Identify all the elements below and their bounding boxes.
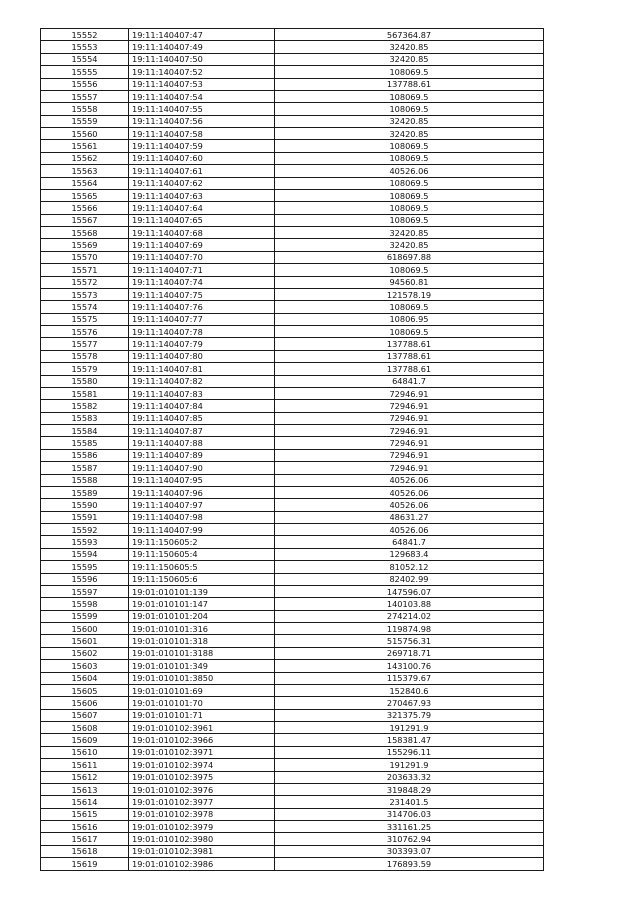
row-number-cell: 15574: [41, 301, 129, 313]
value-cell: 32420.85: [275, 53, 544, 65]
cadastral-number-cell: 19:11:140407:84: [129, 400, 275, 412]
cadastral-number-cell: 19:11:140407:64: [129, 202, 275, 214]
value-cell: 72946.91: [275, 462, 544, 474]
row-number-cell: 15570: [41, 251, 129, 263]
table-row: [41, 78, 544, 90]
table-row: [41, 412, 544, 424]
table-row: [41, 437, 544, 449]
table-row: [41, 697, 544, 709]
table-row: [41, 585, 544, 597]
cadastral-number-cell: 19:11:140407:58: [129, 128, 275, 140]
row-number-cell: 15595: [41, 561, 129, 573]
table-row: [41, 363, 544, 375]
value-cell: 64841.7: [275, 536, 544, 548]
row-number-cell: 15563: [41, 165, 129, 177]
row-number-cell: 15590: [41, 499, 129, 511]
row-number-cell: 15604: [41, 672, 129, 684]
row-number-cell: 15578: [41, 350, 129, 362]
cadastral-number-cell: 19:11:140407:53: [129, 78, 275, 90]
cadastral-number-cell: 19:11:140407:77: [129, 313, 275, 325]
table-row: [41, 165, 544, 177]
cadastral-number-cell: 19:11:140407:62: [129, 177, 275, 189]
cadastral-number-cell: 19:11:140407:49: [129, 41, 275, 53]
cadastral-number-cell: 19:01:010102:3966: [129, 734, 275, 746]
value-cell: 72946.91: [275, 449, 544, 461]
table-row: [41, 722, 544, 734]
cadastral-number-cell: 19:11:140407:60: [129, 152, 275, 164]
value-cell: 310762.94: [275, 833, 544, 845]
cadastral-number-cell: 19:11:140407:54: [129, 90, 275, 102]
table-row: [41, 858, 544, 870]
table-row: [41, 486, 544, 498]
row-number-cell: 15554: [41, 53, 129, 65]
table-row: [41, 499, 544, 511]
cadastral-number-cell: 19:11:140407:80: [129, 350, 275, 362]
cadastral-number-cell: 19:11:140407:69: [129, 239, 275, 251]
cadastral-number-cell: 19:11:140407:95: [129, 474, 275, 486]
cadastral-number-cell: 19:01:010101:349: [129, 660, 275, 672]
cadastral-number-cell: 19:11:140407:68: [129, 227, 275, 239]
row-number-cell: 15615: [41, 808, 129, 820]
row-number-cell: 15569: [41, 239, 129, 251]
table-row: [41, 115, 544, 127]
table-row: [41, 41, 544, 53]
row-number-cell: 15607: [41, 709, 129, 721]
cadastral-number-cell: 19:01:010102:3978: [129, 808, 275, 820]
row-number-cell: 15587: [41, 462, 129, 474]
cadastral-number-cell: 19:01:010101:318: [129, 635, 275, 647]
cadastral-number-cell: 19:11:140407:85: [129, 412, 275, 424]
cadastral-number-cell: 19:11:140407:89: [129, 449, 275, 461]
row-number-cell: 15619: [41, 858, 129, 870]
row-number-cell: 15603: [41, 660, 129, 672]
row-number-cell: 15552: [41, 29, 129, 41]
table-row: [41, 709, 544, 721]
value-cell: 40526.06: [275, 486, 544, 498]
table-row: [41, 177, 544, 189]
value-cell: 32420.85: [275, 128, 544, 140]
cadastral-number-cell: 19:11:140407:78: [129, 326, 275, 338]
table-row: [41, 845, 544, 857]
table-row: [41, 53, 544, 65]
cadastral-number-cell: 19:11:140407:59: [129, 140, 275, 152]
table-row: [41, 301, 544, 313]
value-cell: 108069.5: [275, 140, 544, 152]
row-number-cell: 15558: [41, 103, 129, 115]
records-table: [40, 28, 544, 871]
table-row: [41, 796, 544, 808]
table-row: [41, 759, 544, 771]
row-number-cell: 15597: [41, 585, 129, 597]
value-cell: 40526.06: [275, 474, 544, 486]
cadastral-number-cell: 19:01:010102:3977: [129, 796, 275, 808]
table-row: [41, 821, 544, 833]
table-row: [41, 746, 544, 758]
table-row: [41, 734, 544, 746]
cadastral-number-cell: 19:11:140407:90: [129, 462, 275, 474]
table-row: [41, 771, 544, 783]
value-cell: 40526.06: [275, 499, 544, 511]
row-number-cell: 15572: [41, 276, 129, 288]
row-number-cell: 15613: [41, 783, 129, 795]
cadastral-number-cell: 19:01:010102:3980: [129, 833, 275, 845]
row-number-cell: 15610: [41, 746, 129, 758]
cadastral-number-cell: 19:11:140407:75: [129, 288, 275, 300]
row-number-cell: 15555: [41, 66, 129, 78]
row-number-cell: 15557: [41, 90, 129, 102]
value-cell: 203633.32: [275, 771, 544, 783]
row-number-cell: 15561: [41, 140, 129, 152]
row-number-cell: 15581: [41, 387, 129, 399]
table-row: [41, 251, 544, 263]
value-cell: 567364.87: [275, 29, 544, 41]
cadastral-number-cell: 19:01:010102:3974: [129, 759, 275, 771]
table-row: [41, 214, 544, 226]
value-cell: 108069.5: [275, 202, 544, 214]
table-row: [41, 288, 544, 300]
table-row: [41, 350, 544, 362]
cadastral-number-cell: 19:01:010101:70: [129, 697, 275, 709]
value-cell: 270467.93: [275, 697, 544, 709]
table-row: [41, 128, 544, 140]
value-cell: 137788.61: [275, 363, 544, 375]
value-cell: 137788.61: [275, 350, 544, 362]
value-cell: 81052.12: [275, 561, 544, 573]
row-number-cell: 15602: [41, 647, 129, 659]
table-row: [41, 449, 544, 461]
row-number-cell: 15573: [41, 288, 129, 300]
cadastral-number-cell: 19:11:140407:61: [129, 165, 275, 177]
value-cell: 129683.4: [275, 548, 544, 560]
value-cell: 191291.9: [275, 759, 544, 771]
table-row: [41, 375, 544, 387]
row-number-cell: 15588: [41, 474, 129, 486]
row-number-cell: 15591: [41, 511, 129, 523]
cadastral-number-cell: 19:11:150605:5: [129, 561, 275, 573]
table-row: [41, 610, 544, 622]
table-row: [41, 152, 544, 164]
value-cell: 40526.06: [275, 165, 544, 177]
value-cell: 137788.61: [275, 78, 544, 90]
cadastral-number-cell: 19:01:010102:3981: [129, 845, 275, 857]
value-cell: 314706.03: [275, 808, 544, 820]
table-row: [41, 239, 544, 251]
value-cell: 108069.5: [275, 152, 544, 164]
cadastral-number-cell: 19:01:010101:71: [129, 709, 275, 721]
table-row: [41, 202, 544, 214]
table-row: [41, 660, 544, 672]
row-number-cell: 15582: [41, 400, 129, 412]
value-cell: 48631.27: [275, 511, 544, 523]
row-number-cell: 15592: [41, 524, 129, 536]
value-cell: 119874.98: [275, 623, 544, 635]
row-number-cell: 15598: [41, 598, 129, 610]
value-cell: 274214.02: [275, 610, 544, 622]
value-cell: 108069.5: [275, 90, 544, 102]
table-row: [41, 90, 544, 102]
table-row: [41, 833, 544, 845]
cadastral-number-cell: 19:11:150605:2: [129, 536, 275, 548]
value-cell: 32420.85: [275, 239, 544, 251]
value-cell: 82402.99: [275, 573, 544, 585]
value-cell: 72946.91: [275, 387, 544, 399]
row-number-cell: 15616: [41, 821, 129, 833]
value-cell: 618697.88: [275, 251, 544, 263]
row-number-cell: 15571: [41, 264, 129, 276]
value-cell: 152840.6: [275, 684, 544, 696]
table-row: [41, 647, 544, 659]
table-row: [41, 29, 544, 41]
records-table-body: [41, 29, 544, 871]
cadastral-number-cell: 19:11:140407:79: [129, 338, 275, 350]
cadastral-number-cell: 19:11:150605:6: [129, 573, 275, 585]
value-cell: 155296.11: [275, 746, 544, 758]
value-cell: 231401.5: [275, 796, 544, 808]
row-number-cell: 15577: [41, 338, 129, 350]
row-number-cell: 15556: [41, 78, 129, 90]
row-number-cell: 15559: [41, 115, 129, 127]
row-number-cell: 15562: [41, 152, 129, 164]
table-row: [41, 561, 544, 573]
cadastral-number-cell: 19:01:010101:204: [129, 610, 275, 622]
row-number-cell: 15585: [41, 437, 129, 449]
row-number-cell: 15593: [41, 536, 129, 548]
cadastral-number-cell: 19:11:140407:99: [129, 524, 275, 536]
cadastral-number-cell: 19:11:140407:82: [129, 375, 275, 387]
cadastral-number-cell: 19:11:140407:63: [129, 189, 275, 201]
row-number-cell: 15553: [41, 41, 129, 53]
row-number-cell: 15611: [41, 759, 129, 771]
row-number-cell: 15584: [41, 425, 129, 437]
value-cell: 72946.91: [275, 437, 544, 449]
value-cell: 176893.59: [275, 858, 544, 870]
value-cell: 32420.85: [275, 41, 544, 53]
row-number-cell: 15596: [41, 573, 129, 585]
value-cell: 64841.7: [275, 375, 544, 387]
cadastral-number-cell: 19:11:140407:47: [129, 29, 275, 41]
value-cell: 269718.71: [275, 647, 544, 659]
table-row: [41, 326, 544, 338]
cadastral-number-cell: 19:11:140407:96: [129, 486, 275, 498]
row-number-cell: 15586: [41, 449, 129, 461]
cadastral-number-cell: 19:11:140407:74: [129, 276, 275, 288]
table-row: [41, 511, 544, 523]
cadastral-number-cell: 19:11:140407:97: [129, 499, 275, 511]
table-row: [41, 536, 544, 548]
cadastral-number-cell: 19:01:010102:3986: [129, 858, 275, 870]
value-cell: 32420.85: [275, 115, 544, 127]
table-row: [41, 425, 544, 437]
table-row: [41, 635, 544, 647]
cadastral-number-cell: 19:11:140407:76: [129, 301, 275, 313]
row-number-cell: 15618: [41, 845, 129, 857]
cadastral-number-cell: 19:11:140407:88: [129, 437, 275, 449]
table-row: [41, 808, 544, 820]
value-cell: 191291.9: [275, 722, 544, 734]
cadastral-number-cell: 19:11:140407:56: [129, 115, 275, 127]
value-cell: 108069.5: [275, 214, 544, 226]
cadastral-number-cell: 19:11:140407:65: [129, 214, 275, 226]
cadastral-number-cell: 19:11:140407:98: [129, 511, 275, 523]
row-number-cell: 15605: [41, 684, 129, 696]
table-row: [41, 338, 544, 350]
cadastral-number-cell: 19:11:140407:81: [129, 363, 275, 375]
table-row: [41, 474, 544, 486]
value-cell: 72946.91: [275, 425, 544, 437]
table-row: [41, 573, 544, 585]
table-row: [41, 189, 544, 201]
value-cell: 303393.07: [275, 845, 544, 857]
cadastral-number-cell: 19:11:140407:87: [129, 425, 275, 437]
value-cell: 32420.85: [275, 227, 544, 239]
value-cell: 108069.5: [275, 189, 544, 201]
value-cell: 321375.79: [275, 709, 544, 721]
value-cell: 515756.31: [275, 635, 544, 647]
table-row: [41, 598, 544, 610]
table-row: [41, 524, 544, 536]
table-row: [41, 783, 544, 795]
value-cell: 143100.76: [275, 660, 544, 672]
value-cell: 158381.47: [275, 734, 544, 746]
value-cell: 40526.06: [275, 524, 544, 536]
cadastral-number-cell: 19:11:140407:52: [129, 66, 275, 78]
value-cell: 147596.07: [275, 585, 544, 597]
cadastral-number-cell: 19:01:010101:3188: [129, 647, 275, 659]
cadastral-number-cell: 19:01:010102:3979: [129, 821, 275, 833]
row-number-cell: 15565: [41, 189, 129, 201]
cadastral-number-cell: 19:11:150605:4: [129, 548, 275, 560]
row-number-cell: 15589: [41, 486, 129, 498]
value-cell: 108069.5: [275, 103, 544, 115]
table-row: [41, 264, 544, 276]
cadastral-number-cell: 19:01:010101:147: [129, 598, 275, 610]
cadastral-number-cell: 19:01:010101:139: [129, 585, 275, 597]
cadastral-number-cell: 19:01:010101:69: [129, 684, 275, 696]
row-number-cell: 15609: [41, 734, 129, 746]
value-cell: 72946.91: [275, 400, 544, 412]
table-row: [41, 548, 544, 560]
cadastral-number-cell: 19:01:010102:3975: [129, 771, 275, 783]
cadastral-number-cell: 19:11:140407:55: [129, 103, 275, 115]
value-cell: 108069.5: [275, 326, 544, 338]
value-cell: 319848.29: [275, 783, 544, 795]
cadastral-number-cell: 19:01:010101:3850: [129, 672, 275, 684]
table-row: [41, 103, 544, 115]
value-cell: 108069.5: [275, 264, 544, 276]
row-number-cell: 15567: [41, 214, 129, 226]
row-number-cell: 15566: [41, 202, 129, 214]
row-number-cell: 15608: [41, 722, 129, 734]
value-cell: 115379.67: [275, 672, 544, 684]
row-number-cell: 15612: [41, 771, 129, 783]
row-number-cell: 15599: [41, 610, 129, 622]
row-number-cell: 15568: [41, 227, 129, 239]
table-row: [41, 276, 544, 288]
value-cell: 10806.95: [275, 313, 544, 325]
table-row: [41, 140, 544, 152]
table-row: [41, 400, 544, 412]
value-cell: 108069.5: [275, 177, 544, 189]
row-number-cell: 15579: [41, 363, 129, 375]
row-number-cell: 15600: [41, 623, 129, 635]
cadastral-number-cell: 19:11:140407:71: [129, 264, 275, 276]
value-cell: 137788.61: [275, 338, 544, 350]
value-cell: 331161.25: [275, 821, 544, 833]
row-number-cell: 15601: [41, 635, 129, 647]
table-row: [41, 684, 544, 696]
row-number-cell: 15580: [41, 375, 129, 387]
value-cell: 108069.5: [275, 66, 544, 78]
row-number-cell: 15560: [41, 128, 129, 140]
cadastral-number-cell: 19:01:010102:3961: [129, 722, 275, 734]
row-number-cell: 15594: [41, 548, 129, 560]
table-row: [41, 623, 544, 635]
cadastral-number-cell: 19:11:140407:70: [129, 251, 275, 263]
table-row: [41, 462, 544, 474]
cadastral-number-cell: 19:01:010102:3976: [129, 783, 275, 795]
row-number-cell: 15575: [41, 313, 129, 325]
cadastral-number-cell: 19:11:140407:83: [129, 387, 275, 399]
row-number-cell: 15614: [41, 796, 129, 808]
value-cell: 140103.88: [275, 598, 544, 610]
value-cell: 72946.91: [275, 412, 544, 424]
value-cell: 108069.5: [275, 301, 544, 313]
row-number-cell: 15576: [41, 326, 129, 338]
row-number-cell: 15606: [41, 697, 129, 709]
value-cell: 94560.81: [275, 276, 544, 288]
row-number-cell: 15617: [41, 833, 129, 845]
table-row: [41, 387, 544, 399]
table-row: [41, 672, 544, 684]
table-row: [41, 313, 544, 325]
cadastral-number-cell: 19:11:140407:50: [129, 53, 275, 65]
table-row: [41, 227, 544, 239]
table-row: [41, 66, 544, 78]
value-cell: 121578.19: [275, 288, 544, 300]
cadastral-number-cell: 19:01:010102:3971: [129, 746, 275, 758]
cadastral-number-cell: 19:01:010101:316: [129, 623, 275, 635]
row-number-cell: 15564: [41, 177, 129, 189]
row-number-cell: 15583: [41, 412, 129, 424]
